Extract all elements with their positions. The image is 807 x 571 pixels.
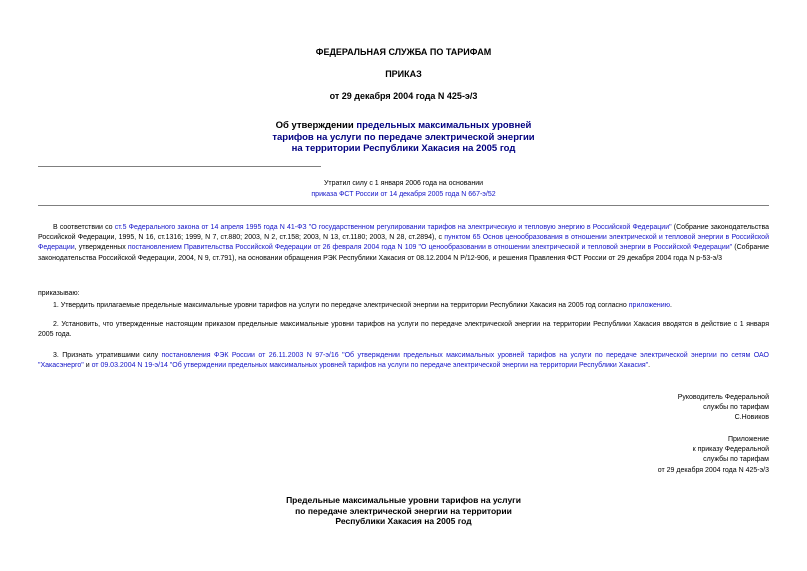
preamble-text-4: (Собрание законодательства Российской Федерации, 2004, N 9, ст.791), на основании обращения РЭК Республики Хакасия от 08.12.2004 N Р/12-906, и решения Правления ФСТ России от 29 декабря 2004 года N р-53-э/3 — [38, 244, 769, 262]
pricing-basics-link[interactable]: пунктом 65 Основ ценообразования в отношении электрической и тепловой энергии в Российской Федерации — [38, 234, 769, 252]
title-link[interactable]: предельных максимальных уровней — [356, 120, 532, 131]
preamble-text-2: (Собрание законодательства Российской Федерации, 1995, N 16, ст.1316; 1999, N 7, ст.880; 2003, N 2, ст.158; 2003, N 13, ст.1180; 2003, N 28, ст.2894), с — [38, 224, 769, 242]
order-item-2: 2. Установить, что утвержденные настоящим приказом предельные максимальные уровни тарифов на услуги по передаче электрической энергии на территории Республики Хакасия вводятся в действие с 1 января 2005 года. — [38, 321, 769, 339]
item-3-text-2: и — [83, 362, 92, 370]
appendix-line-2: службы по тарифам — [703, 456, 769, 464]
appendix-line-3: от 29 декабря 2004 года N 425-э/3 — [657, 466, 769, 474]
order-word: приказываю: — [38, 290, 80, 297]
appendix-title — [0, 495, 807, 527]
appendix-link[interactable]: приложению — [628, 302, 670, 309]
preamble-paragraph — [38, 223, 769, 264]
signature-block — [569, 393, 769, 424]
order-item-3 — [38, 351, 769, 371]
signature-name: С.Новиков — [734, 414, 769, 422]
government-resolution-link[interactable]: постановлением Правительства Российской Федерации от 26 февраля 2004 года N 109 "О ценообразовании в отношении электрической и тепловой энергии в Российской Федерации" — [127, 244, 733, 252]
appendix-title-line-1: Предельные максимальные уровни тарифов на услуги — [286, 495, 521, 505]
appendix-title-line-3: Республики Хакасия на 2005 год — [335, 516, 472, 526]
divider-bottom — [38, 205, 769, 206]
status-note — [160, 179, 647, 200]
document-type: ПРИКАЗ — [385, 69, 422, 79]
fek-resolution-97-link[interactable]: постановления ФЭК России от 26.11.2003 N 97-э/16 "Об утверждении предельных максимальных уровней тарифов на услуги по передаче электрической энергии по сетям ОАО "Хакасэнерго" — [38, 352, 769, 370]
status-text: Утратил силу с 1 января 2006 года на основании — [323, 180, 484, 187]
title-prefix: Об утверждении — [275, 120, 357, 131]
item-1-text: 1. Утвердить прилагаемые предельные максимальные уровни тарифов на услуги по передаче электрической энергии на территории Республики Хакасия на 2005 год согласно — [53, 302, 629, 309]
title-line-3[interactable]: на территории Республики Хакасия на 2005 год — [291, 143, 516, 154]
title-line-2[interactable]: тарифов на услуги по передаче электрической энергии — [272, 131, 535, 143]
item-3-end: . — [648, 362, 651, 370]
signature-position-2: службы по тарифам — [703, 404, 769, 412]
appendix-title-line-2: по передаче электрической энергии на территории — [295, 505, 512, 516]
appendix-reference — [569, 435, 769, 476]
status-link[interactable]: приказа ФСТ России от 14 декабря 2005 года N 667-э/52 — [311, 190, 496, 198]
law-41-fz-link[interactable]: ст.5 Федерального закона от 14 апреля 1995 года N 41-ФЗ "О государственном регулировании тарифов на электрическую и тепловую энергию в Российской Федерации" — [114, 224, 672, 231]
divider-top — [38, 166, 321, 167]
preamble-text-3: , утвержденных — [74, 244, 128, 252]
appendix-label: Приложение — [727, 436, 769, 443]
agency-heading: ФЕДЕРАЛЬНАЯ СЛУЖБА ПО ТАРИФАМ — [315, 47, 492, 57]
preamble-text-1: В соответствии со — [53, 224, 115, 231]
fek-resolution-19-link[interactable]: от 09.03.2004 N 19-э/14 "Об утверждении предельных максимальных уровней тарифов на услуги по передаче электрической энергии на территории Республики Хакасия" — [91, 362, 649, 370]
document-title — [0, 120, 807, 155]
document-date-number: от 29 декабря 2004 года N 425-э/3 — [329, 91, 478, 101]
item-3-text-1: 3. Признать утратившими силу — [53, 352, 162, 359]
order-item-1 — [38, 301, 769, 311]
signature-position-1: Руководитель Федеральной — [677, 394, 769, 401]
appendix-line-1: к приказу Федеральной — [692, 446, 769, 454]
item-1-end: . — [669, 302, 672, 309]
